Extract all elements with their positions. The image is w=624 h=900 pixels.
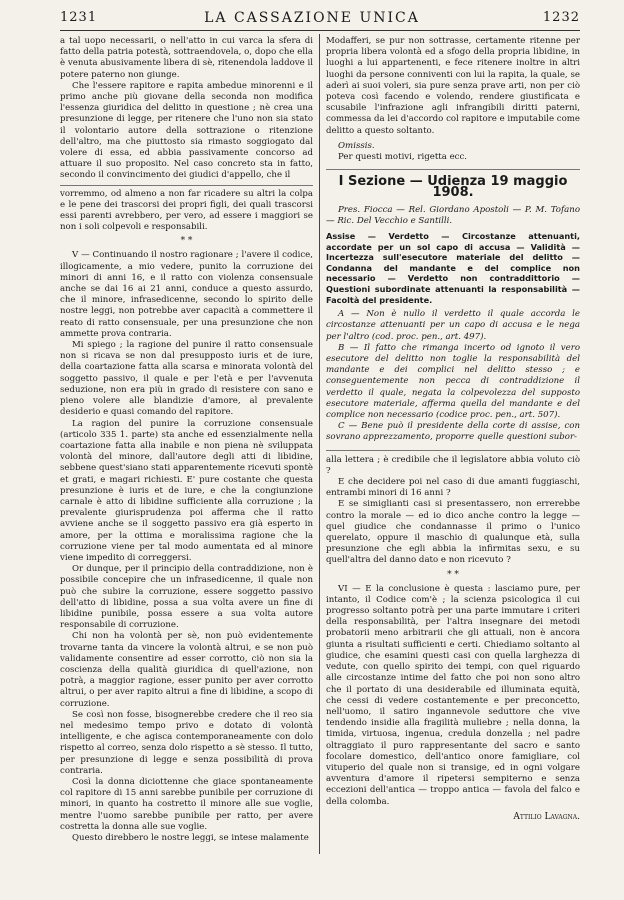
left-paragraph: Se così non fosse, bisognerebbe credere che il reo sia nel medesimo tempo privo e dotato di volontà intelligente, e che agisca contemporaneamente con dolo rispetto al correo, senza dolo rispetto a sè stesso. Il tutto, per presunzione di legge e senza possibilità di prova contraria. — [60, 709, 313, 776]
left-paragraph: La ragion del punire la corruzione consensuale (articolo 335 1. parte) sta anche ed essenzialmente nella coartazione fatta alla inabile e non piena nè sviluppata volontà del minore, dall'autore degli atti di libidine, sebbene quest'siano stati apparentemente ricevuti spontè et grati, e magari richiesti. E' pure costante che questa presunzione è iuris et de iure, e che la congiunzione carnale è atto di libidine sufficiente alla corruzione ; la prevalente giurisprudenza poi afferma che il ratto avviene anche se il soggetto passivo era già esperto in amore, per la ottima e moralissima ragione che la corruzione viene per tal modo aumentata ed al minore viene impedito di correggersi. — [60, 418, 313, 563]
header-rule — [60, 30, 580, 31]
closing-formula: Per questi motivi, rigetta ecc. — [338, 152, 468, 163]
left-paragraph: a tal uopo necessarii, o nell'atto in cui varca la sfera di fatto della patria potestà, sottraendovela, o, dopo che ella è venuta abusivamente libera di sè, ritenendola laddove il potere paterno non giunge. — [60, 36, 313, 80]
right-paragraph: VI — E la conclusione è questa : lasciamo pure, per intanto, il Codice com'è ; la scienza psicologica il cui progresso soltanto potrà per una parte immutare i criteri della responsabilità, per l'altra insegnare dei metodi probatorii meno arbitrarii che gli attuali, non è ancora giunta a risultati sufficienti e certi. Chiediamo soltanto al giudice, che esamini questi casi con quella larghezza di vedute, con quello spirito dei tempi, con quel riguardo alle circostanze intime del fatto che poi non sono altro che il portato di una desiderabile ed illuminata equità, che cessi di vedere costantemente e per preconcetto, nell'uomo, il satiro ingannevole seduttore che vive tendendo insidie alla fragilità muliebre ; nella donna, la timida, virtuosa, ingenua, credula donzella ; nel padre oltraggiato il puro rappresentante del sacro e santo focolare domestico, dell'antico onore famigliare, col vituperio del quale non si transige, ed in ogni volgare avventura d'amore il ripetersi sempiterno e senza eccezioni dell'antica — troppo antica — favola del falco e della colomba. — [326, 583, 580, 807]
page-header — [0, 0, 624, 28]
left-paragraph: Così la donna diciottenne che giace spontaneamente col rapitore di 15 anni sarebbe punibile per corruzione di minori, in quanto ha costretto il minore alle sue voglie, mentre l'uomo sarebbe punibile per ratto, per avere costretta la donna alle sue voglie. — [60, 777, 313, 832]
column-divider — [319, 34, 320, 854]
right-paragraph: Modafferi, se pur non sottrasse, certamente ritenne per propria libera volontà ed a sfogo della propria libidine, in luoghi a lui appartenenti, e fece ritenere inoltre in altri luoghi da persone conniventi con lui la rapita, la quale, se aderì ai suoi voleri, sia pure senza prave arti, non per ciò poteva così facendo e volendo, rendere giustificata e scusabile l'infrazione agli infrangibili diritti paterni, commessa da lei d'accordo col rapitore e imputabile come delitto a questo soltanto. — [326, 36, 580, 136]
case-keywords: Assise — Verdetto — Circostanze attenuanti, accordate per un sol capo di accusa — Validità — Incertezza sull'esecutore materiale del delitto — Condanna del mandante e del complice non necessario — Verdetto non contraddittorio — Questioni subordinate attenuanti la responsabilità — Facoltà del presidente. — [326, 231, 580, 305]
left-paragraph: Questo direbbero le nostre leggi, se intese malamente — [72, 833, 309, 844]
page-number-left: 1231 — [60, 10, 98, 25]
running-title: LA CASSAZIONE UNICA — [204, 10, 420, 26]
section-stars: * * — [447, 569, 459, 580]
left-paragraph: Or dunque, per il principio della contraddizione, non è possibile concepire che un infrasedicenne, il quale non può che subire la corruzione, essere soggetto passivo dell'atto di libidine, possa a sua volta avere un fine di libidine punibile, possa essere a sua volta autore responsabile di corruzione. — [60, 564, 313, 631]
left-column — [60, 36, 313, 844]
legal-maxim: C — Bene può il presidente della corte di assise, con sovrano apprezzamento, proporre quelle questioni subor- — [326, 421, 580, 443]
right-column-rule — [326, 169, 580, 170]
page-number-right: 1232 — [542, 10, 580, 25]
right-column — [326, 36, 580, 823]
left-paragraph: Chi non ha volontà per sè, non può evidentemente trovarne tanta da vincere la volontà altrui, e se non può validamente consentire ad esser corrotto, ciò non sia la coscienza della qualità giuridica di quell'azione, non potrà, a maggior ragione, esser punito per aver corrotto altrui, o per aver rapito altrui a fine di libidine, a scopo di corruzione. — [60, 631, 313, 709]
section-title: I Sezione — Udienza 19 maggio 1908. — [338, 174, 568, 201]
omissis-note: Omissis. — [338, 140, 375, 151]
right-paragraph: alla lettera ; è credibile che il legislatore abbia voluto ciò ? — [326, 454, 580, 476]
right-column-rule — [326, 450, 580, 451]
section-stars: * * — [180, 236, 193, 247]
author-signature: Attilio Lavagna. — [513, 811, 580, 822]
legal-maxim: B — Il fatto che rimanga incerto od ignoto il vero esecutore del delitto non toglie la responsabilità del mandante e dei complici nel delitto stesso ; e conseguentemente non pecca di contraddizione il verdetto il quale, negata la colpevolezza del supposto esecutore materiale, afferma quella del mandante e del complice non necessario (codice proc. pen., art. 507). — [326, 342, 580, 421]
left-paragraph: V — Continuando il nostro ragionare ; l'avere il codice, illogicamente, a mio vedere, punito la corruzione dei minori di anni 16, e il ratto con violenza consensuale anche se dai 16 ai 21 anni, conduce a questo assurdo, che il minore, infrasedicenne, secondo lo spirito delle nostre leggi, non potrebbe aver capacità a commettere il reato di ratto consensuale, per una presunzione che non ammette prova contraria. — [60, 250, 313, 339]
right-paragraph: E se simiglianti casi si presentassero, non errerebbe contro la morale — ed io dico anche contro la legge — quel giudice che condannasse il primo o l'unico querelato, oppure il maschio di qualunque età, sulla presunzione che egli abbia la infirmitas sexu, e su quell'altra del danno dato e non ricevuto ? — [326, 499, 580, 566]
court-bench: Pres. Fiocca — Rel. Giordano Apostoli — P. M. Tofano — Ric. Del Vecchio e Santilli. — [326, 204, 580, 226]
left-column-rule — [60, 185, 313, 186]
left-paragraph: Mi spiego ; la ragione del punire il ratto consensuale non si ricava se non dal presupposto iuris et de iure, della coartazione fatta alla scarsa e minorata volontà del soggetto passivo, il quale e per l'età e per l'avvenuta seduzione, non era più in grado di resistere con sano e pieno volere alle blandizie d'amore, al prevalente desiderio e quasi comando del rapitore. — [60, 340, 313, 418]
left-paragraph: vorremmo, od almeno a non far ricadere su altri la colpa e le pene dei trascorsi dei propri figli, dei quali trascorsi essi parenti avrebbero, per vero, ad essere i maggiori se non i soli colpevoli e responsabili. — [60, 188, 313, 233]
left-paragraph: Che l'essere rapitore e rapita ambedue minorenni e il primo anche più giovane della seconda non modifica l'essenza giuridica del delitto in questione ; nè crea una presunzione di legge, per ritenere che l'uno non sia stato il volontario autore della sottrazione o ritenzione dell'altro, ma che piuttosto sia rimasto soggiogato dal volere di essa, ed abbia passivamente concorso ad attuare il suo proposito. Nel caso concreto sta in fatto, secondo il convincimento dei giudici d'appello, che il — [60, 80, 313, 181]
right-paragraph: E che decidere poi nel caso di due amanti fuggiaschi, entrambi minori di 16 anni ? — [326, 477, 580, 499]
legal-maxim: A — Non è nullo il verdetto il quale accorda le circostanze attenuanti per un capo di accusa e le nega per l'altro (cod. proc. pen., art. 497). — [326, 309, 580, 342]
